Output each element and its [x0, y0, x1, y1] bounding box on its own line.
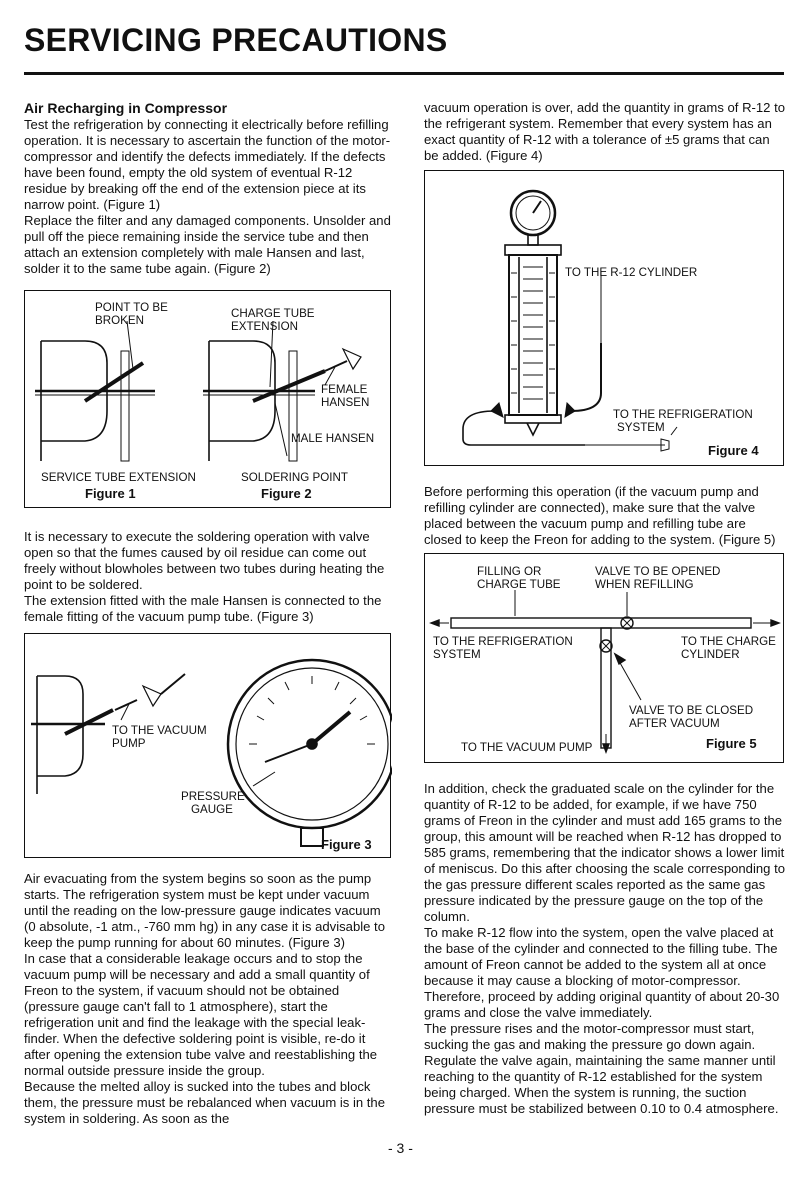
title-rule: [24, 72, 784, 75]
right-paragraph-2: Before performing this operation (if the vacuum pump and refilling cylinder are connected), make sure that the valve placed between the vacuum pump and refilling tube are closed to keep the Freon for adding to the system. (Figure 5): [424, 484, 776, 547]
label-to-the-refrigeration-system: TO THE REFRIGERATION SYSTEM: [613, 408, 753, 434]
figure-5-caption: Figure 5: [706, 736, 757, 751]
page-number: - 3 -: [388, 1140, 413, 1156]
label-to-the-r12-cylinder: TO THE R-12 CYLINDER: [565, 266, 698, 279]
label-soldering-point: SOLDERING POINT: [241, 471, 348, 484]
label-valve-to-be-opened: VALVE TO BE OPENED WHEN REFILLING: [595, 565, 721, 591]
label-male-hansen: MALE HANSEN: [291, 432, 375, 445]
figure-3-box: [24, 633, 391, 858]
label-to-the-refrigeration-system-fig5: TO THE REFRIGERATION SYSTEM: [433, 635, 573, 661]
label-to-the-vacuum-pump: TO THE VACUUM PUMP: [112, 724, 207, 750]
figure-4-caption: Figure 4: [708, 443, 759, 458]
section-heading: Air Recharging in Compressor: [24, 100, 228, 116]
right-paragraph-5: The pressure rises and the motor-compressor must start, sucking the gas and making the pressure go down again. Regulate the valve again, maintaining the same manner until reaching to the quantity of R-12 established for the system being charged. When the system is running, the suction pressure must be stabilized between 0.10 to 0.4 atmosphere.: [424, 1021, 779, 1116]
left-paragraph-3: It is necessary to execute the soldering operation with valve open so that the fumes caused by oil residue can come out freely without blowholes between two tubes during heating the point to be soldered.: [24, 529, 385, 592]
label-pressure-gauge: PRESSURE GAUGE: [181, 790, 245, 816]
figure-1-caption: Figure 1: [85, 486, 136, 501]
left-paragraph-2: Replace the filter and any damaged components. Unsolder and pull off the piece remaining inside the service tube and then attach an extension completely with male Hansen and last, solder it to the same tube again. (Figure 2): [24, 213, 391, 276]
left-paragraph-1: Test the refrigeration by connecting it electrically before refilling operation. It is necessary to ascertain the function of the motor-compressor and identify the defects immediately. If the defects have been found, empty the old system of eventual R-12 residue by breaking off the end of the extension piece at its narrow point. (Figure 1): [24, 117, 391, 212]
right-column-middle: [424, 484, 786, 548]
left-paragraph-4: The extension fitted with the male Hansen is connected to the female fitting of the vacuum pump tube. (Figure 3): [24, 593, 382, 624]
right-column-bottom: [424, 781, 786, 1117]
label-point-to-be-broken: POINT TO BE BROKEN: [95, 301, 168, 327]
figure-5-box: [424, 553, 784, 763]
right-paragraph-4: To make R-12 flow into the system, open the valve placed at the base of the cylinder and connected to the filling tube. The amount of Freon cannot be added to the system all at once because it may cause a blocking of motor-compressor. Therefore, proceed by adding original quantity of about 20-30 grams and close the valve immediately.: [424, 925, 780, 1020]
figure-3-drawing: [25, 634, 392, 859]
label-to-the-charge-cylinder: TO THE CHARGE CYLINDER: [681, 635, 776, 661]
figure-1-2-box: [24, 290, 391, 508]
left-paragraph-5: Air evacuating from the system begins so soon as the pump starts. The refrigeration system must be kept under vacuum until the reading on the low-pressure gauge indicates vacuum (0 absolute, -1 atm., -760 mm hg) in any case it is advisable to keep the pump running for about 60 minutes. (Figure 3): [24, 871, 385, 950]
right-paragraph-3: In addition, check the graduated scale on the cylinder for the quantity of R-12 to be added, for example, if we have 750 grams of Freon in the cylinder and must add 165 grams to the group, this amount will be reached when R-12 has dropped to 585 grams, remembering that the indicator shows a lower limit of meniscus. Do this after choosing the scale corresponding to the gas pressure different scales reported as the same gas pressure indicated by the pressure gauge on the top of the column.: [424, 781, 785, 924]
figure-2-caption: Figure 2: [261, 486, 312, 501]
left-column-top: [24, 100, 392, 277]
label-service-tube-extension: SERVICE TUBE EXTENSION: [41, 471, 196, 484]
figure-4-box: [424, 170, 784, 466]
left-column-middle: [24, 529, 392, 625]
left-paragraph-6: In case that a considerable leakage occurs and to stop the vacuum pump will be necessary and add a small quantity of Freon to the system, if vacuum should not be obtained (pressure gauge can't fall to 1 atmosphere), start the refrigeration unit and find the leakage with the special leak-finder. When the defective soldering point is visible, re-do it after opening the extension tube valve and reestablishing the normal outside pressure inside the group.: [24, 951, 378, 1078]
page-title: SERVICING PRECAUTIONS: [24, 22, 448, 58]
label-valve-to-be-closed: VALVE TO BE CLOSED AFTER VACUUM: [629, 704, 754, 730]
label-filling-or-charge-tube: FILLING OR CHARGE TUBE: [477, 565, 561, 591]
right-column-top: [424, 100, 786, 164]
label-to-the-vacuum-pump-fig5: TO THE VACUUM PUMP: [461, 741, 593, 754]
left-paragraph-7: Because the melted alloy is sucked into the tubes and block them, the pressure must be rebalanced when vacuum is in the system in soldering. As soon as the: [24, 1079, 385, 1126]
label-charge-tube-extension: CHARGE TUBE EXTENSION: [231, 307, 315, 333]
label-female-hansen: FEMALE HANSEN: [321, 383, 370, 409]
right-paragraph-1: vacuum operation is over, add the quantity in grams of R-12 to the refrigerant system. Remember that every system has an exact quantity of R-12 with a tolerance of ±5 grams that can be added. (Figure 4): [424, 100, 786, 163]
left-column-bottom: [24, 871, 392, 1127]
figure-3-caption: Figure 3: [321, 837, 372, 852]
